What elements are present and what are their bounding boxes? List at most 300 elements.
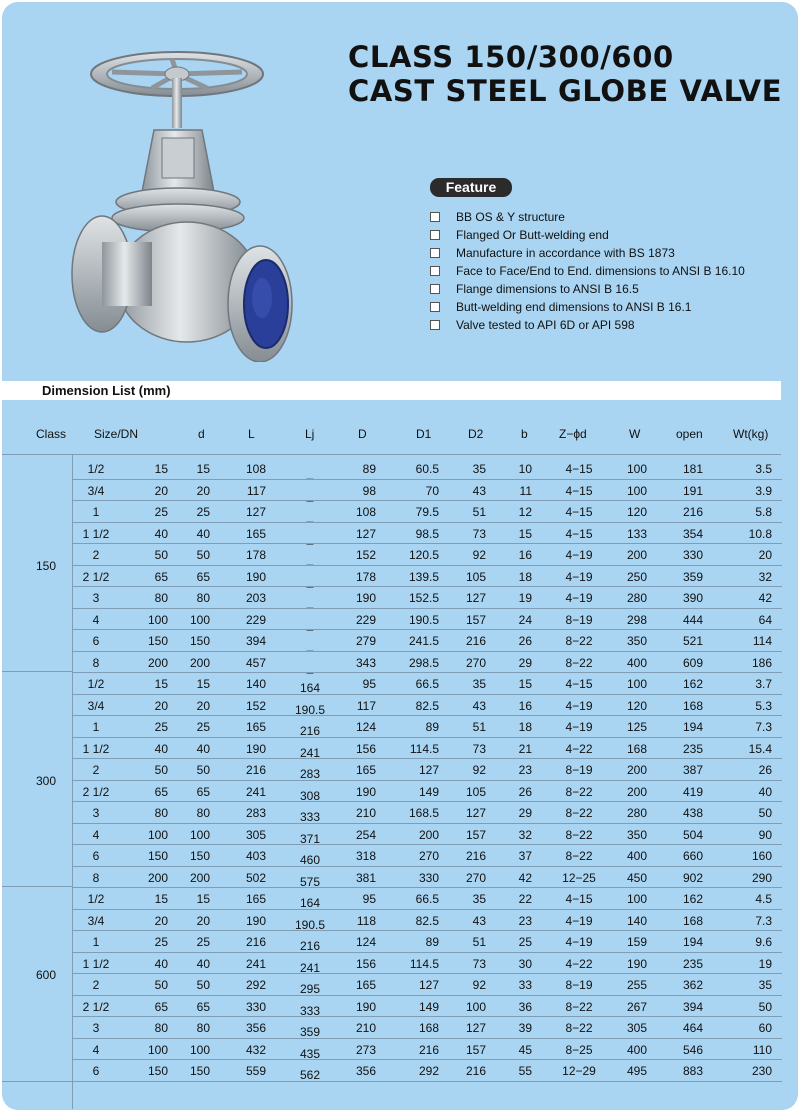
open-cell: 464 <box>682 1021 703 1035</box>
d-outer-cell: 95 <box>362 677 376 691</box>
table-row <box>2 523 798 545</box>
l-cell: 152 <box>245 698 266 713</box>
lj-cell: _ <box>306 595 314 609</box>
d2-cell: 105 <box>465 784 486 799</box>
d-cell: 100 <box>189 827 210 842</box>
w-cell: 200 <box>626 784 647 799</box>
d2-cell: 43 <box>472 913 486 928</box>
dn-cell: 20 <box>154 698 168 713</box>
weight-cell: 160 <box>751 849 772 863</box>
size-cell: 2 1/2 <box>82 999 110 1014</box>
d-outer-cell: 254 <box>355 827 376 842</box>
dn-cell: 25 <box>154 935 168 949</box>
size-cell: 1 1/2 <box>82 956 110 971</box>
header-l: L <box>248 427 255 441</box>
bolt-cell: 4−19 <box>565 913 593 928</box>
lj-cell: 308 <box>299 788 321 803</box>
header-z: Z−ϕd <box>559 427 587 441</box>
d-outer-cell: 210 <box>355 1021 376 1035</box>
dn-cell: 80 <box>154 1021 168 1035</box>
d2-cell: 157 <box>465 1042 486 1057</box>
size-cell: 1/2 <box>87 892 105 906</box>
d-cell: 40 <box>196 741 210 756</box>
lj-cell: 190.5 <box>294 702 326 717</box>
l-cell: 108 <box>245 462 266 476</box>
weight-cell: 3.5 <box>755 462 772 476</box>
d-cell: 50 <box>196 978 210 992</box>
lj-cell: 283 <box>299 767 321 781</box>
lj-cell: _ <box>306 509 314 523</box>
dn-cell: 15 <box>154 892 168 906</box>
lj-cell: 371 <box>299 831 321 846</box>
lj-cell: 295 <box>299 982 321 996</box>
b-cell: 24 <box>518 612 532 627</box>
d-outer-cell: 318 <box>355 849 376 863</box>
bolt-cell: 8−22 <box>565 999 593 1014</box>
open-cell: 194 <box>682 720 703 734</box>
w-cell: 100 <box>626 892 647 906</box>
d1-cell: 60.5 <box>415 462 439 476</box>
dn-cell: 40 <box>154 526 168 541</box>
d-outer-cell: 108 <box>355 505 376 519</box>
d1-cell: 270 <box>418 849 439 863</box>
d-cell: 40 <box>196 526 210 541</box>
w-cell: 168 <box>626 741 647 756</box>
d-cell: 25 <box>196 720 210 734</box>
d-outer-cell: 190 <box>355 999 376 1014</box>
d-cell: 20 <box>196 913 210 928</box>
size-cell: 4 <box>92 827 100 842</box>
dn-cell: 15 <box>154 462 168 476</box>
valve-illustration <box>62 42 302 362</box>
lj-cell: 575 <box>299 874 321 889</box>
w-cell: 280 <box>626 591 647 605</box>
dn-cell: 20 <box>154 913 168 928</box>
d1-cell: 241.5 <box>408 634 439 648</box>
lj-cell: _ <box>306 487 314 502</box>
l-cell: 394 <box>245 634 266 648</box>
d-cell: 50 <box>196 548 210 562</box>
lj-cell: 460 <box>299 853 321 867</box>
b-cell: 39 <box>518 1021 532 1035</box>
bolt-cell: 8−22 <box>565 634 593 648</box>
b-cell: 18 <box>518 720 532 734</box>
dn-cell: 65 <box>154 784 168 799</box>
w-cell: 133 <box>626 526 647 541</box>
feature-item <box>430 244 745 262</box>
dn-cell: 65 <box>154 999 168 1014</box>
l-cell: 305 <box>245 827 266 842</box>
bolt-cell: 8−22 <box>565 827 593 842</box>
dn-cell: 50 <box>154 763 168 777</box>
open-cell: 330 <box>682 548 703 562</box>
l-cell: 241 <box>245 784 266 799</box>
b-cell: 21 <box>518 741 532 756</box>
feature-text: Valve tested to API 6D or API 598 <box>456 318 635 332</box>
l-cell: 216 <box>245 935 266 949</box>
d-cell: 20 <box>196 483 210 498</box>
dn-cell: 25 <box>154 720 168 734</box>
table-row <box>2 781 798 803</box>
open-cell: 883 <box>682 1064 703 1078</box>
size-cell: 3 <box>92 1021 100 1035</box>
feature-item <box>430 208 745 226</box>
d1-cell: 200 <box>418 827 439 842</box>
l-cell: 283 <box>245 806 266 820</box>
dn-cell: 40 <box>154 741 168 756</box>
l-cell: 403 <box>245 849 266 863</box>
w-cell: 120 <box>626 698 647 713</box>
weight-cell: 9.6 <box>755 935 772 949</box>
l-cell: 502 <box>245 870 266 885</box>
header-d2: D2 <box>468 427 484 441</box>
feature-badge: Feature <box>430 178 512 197</box>
d1-cell: 127 <box>418 763 439 777</box>
catalog-page <box>2 2 798 1110</box>
b-cell: 23 <box>518 913 532 928</box>
bolt-cell: 4−19 <box>565 720 593 734</box>
dn-cell: 150 <box>147 634 168 648</box>
d1-cell: 168 <box>418 1021 439 1035</box>
size-cell: 2 1/2 <box>82 569 110 584</box>
class-label-600: 600 <box>36 968 57 982</box>
b-cell: 26 <box>518 634 532 648</box>
d1-cell: 120.5 <box>408 548 439 562</box>
header-d1: D1 <box>416 427 432 441</box>
table-row <box>2 587 798 609</box>
b-cell: 19 <box>518 591 532 605</box>
d-outer-cell: 95 <box>362 892 376 906</box>
lj-cell: _ <box>306 552 314 566</box>
l-cell: 457 <box>245 655 266 670</box>
b-cell: 42 <box>518 870 532 885</box>
b-cell: 32 <box>518 827 532 842</box>
d2-cell: 35 <box>472 462 486 476</box>
lj-cell: _ <box>306 530 314 545</box>
feature-item <box>430 316 745 334</box>
dn-cell: 200 <box>147 655 168 670</box>
table-row <box>2 673 798 695</box>
weight-cell: 3.7 <box>755 677 772 691</box>
weight-cell: 114 <box>752 634 772 648</box>
w-cell: 450 <box>626 870 647 885</box>
lj-cell: 216 <box>299 939 321 953</box>
w-cell: 100 <box>626 483 647 498</box>
d-outer-cell: 190 <box>355 591 376 605</box>
d1-cell: 298.5 <box>408 655 439 670</box>
bolt-cell: 4−15 <box>565 483 593 498</box>
weight-cell: 50 <box>758 806 772 820</box>
d-outer-cell: 124 <box>355 935 376 949</box>
weight-cell: 32 <box>758 569 772 584</box>
lj-cell: 359 <box>299 1025 321 1039</box>
header-b: b <box>521 427 528 441</box>
d1-cell: 89 <box>425 720 439 734</box>
size-cell: 1 1/2 <box>82 741 110 756</box>
d-cell: 25 <box>196 935 210 949</box>
d-cell: 150 <box>189 634 210 648</box>
d-outer-cell: 165 <box>355 978 376 992</box>
weight-cell: 26 <box>758 763 772 777</box>
feature-item <box>430 262 745 280</box>
d-cell: 100 <box>189 1042 210 1057</box>
dn-cell: 150 <box>147 1064 168 1078</box>
open-cell: 394 <box>682 999 703 1014</box>
d2-cell: 216 <box>465 849 486 863</box>
d-outer-cell: 152 <box>355 548 376 562</box>
d-outer-cell: 89 <box>362 462 376 476</box>
class-label-150: 150 <box>36 559 57 573</box>
open-cell: 660 <box>682 849 703 863</box>
dimension-table-body <box>2 458 798 1082</box>
d-outer-cell: 124 <box>355 720 376 734</box>
bolt-cell: 8−22 <box>565 784 593 799</box>
lj-cell: 435 <box>299 1046 321 1061</box>
d-outer-cell: 118 <box>356 913 376 928</box>
bolt-cell: 4−15 <box>565 677 593 691</box>
d2-cell: 51 <box>472 935 486 949</box>
w-cell: 280 <box>626 806 647 820</box>
w-cell: 350 <box>626 634 647 648</box>
open-cell: 191 <box>682 483 703 498</box>
checkbox-icon <box>430 212 440 222</box>
dn-cell: 200 <box>147 870 168 885</box>
d2-cell: 127 <box>465 591 486 605</box>
l-cell: 190 <box>245 569 266 584</box>
bolt-cell: 8−19 <box>565 612 593 627</box>
d2-cell: 127 <box>465 806 486 820</box>
b-cell: 16 <box>518 698 532 713</box>
open-cell: 216 <box>682 505 703 519</box>
title-line-1: CLASS 150/300/600 <box>348 40 674 74</box>
checkbox-icon <box>430 284 440 294</box>
d-outer-cell: 178 <box>355 569 376 584</box>
table-top-rule <box>2 454 781 455</box>
d1-cell: 82.5 <box>415 698 439 713</box>
weight-cell: 230 <box>751 1064 772 1078</box>
size-cell: 3 <box>92 591 100 605</box>
table-row <box>2 501 798 523</box>
table-row <box>2 458 798 480</box>
weight-cell: 7.3 <box>755 720 772 734</box>
open-cell: 359 <box>682 569 703 584</box>
weight-cell: 60 <box>758 1021 772 1035</box>
d-cell: 80 <box>196 1021 210 1035</box>
d-cell: 15 <box>196 462 210 476</box>
b-cell: 29 <box>518 806 532 820</box>
d-cell: 25 <box>196 505 210 519</box>
bolt-cell: 8−25 <box>565 1042 593 1057</box>
b-cell: 37 <box>518 849 532 863</box>
b-cell: 16 <box>518 548 532 562</box>
b-cell: 30 <box>518 956 532 971</box>
feature-text: BB OS & Y structure <box>456 210 565 224</box>
bolt-cell: 4−19 <box>565 591 593 605</box>
open-cell: 354 <box>682 526 703 541</box>
w-cell: 250 <box>626 569 647 584</box>
lj-cell: 562 <box>299 1068 321 1082</box>
checkbox-icon <box>430 302 440 312</box>
d2-cell: 43 <box>472 483 486 498</box>
d-outer-cell: 343 <box>355 655 376 670</box>
size-cell: 8 <box>92 655 100 670</box>
open-cell: 521 <box>682 634 703 648</box>
d1-cell: 190.5 <box>408 612 439 627</box>
size-cell: 1 <box>92 935 100 949</box>
d-outer-cell: 165 <box>355 763 376 777</box>
table-row <box>2 738 798 760</box>
d2-cell: 157 <box>465 612 486 627</box>
title-line-2: CAST STEEL GLOBE VALVE <box>348 74 783 108</box>
d1-cell: 292 <box>418 1064 439 1078</box>
bolt-cell: 4−22 <box>565 741 593 756</box>
table-row <box>2 480 798 502</box>
dimension-list-banner <box>2 381 781 400</box>
feature-text: Flange dimensions to ANSI B 16.5 <box>456 282 639 296</box>
weight-cell: 110 <box>752 1042 772 1057</box>
b-cell: 36 <box>518 999 532 1014</box>
l-cell: 165 <box>245 720 266 734</box>
d-cell: 100 <box>189 612 210 627</box>
d-outer-cell: 156 <box>355 956 376 971</box>
size-cell: 3/4 <box>87 913 105 928</box>
lj-cell: _ <box>306 638 314 652</box>
w-cell: 255 <box>626 978 647 992</box>
b-cell: 23 <box>518 763 532 777</box>
header-lj: Lj <box>305 427 315 441</box>
w-cell: 200 <box>626 548 647 562</box>
b-cell: 11 <box>519 483 532 498</box>
size-cell: 3 <box>92 806 100 820</box>
d-cell: 40 <box>196 956 210 971</box>
d-outer-cell: 117 <box>356 698 376 713</box>
header-d: d <box>198 427 205 441</box>
d1-cell: 89 <box>425 935 439 949</box>
weight-cell: 7.3 <box>755 913 772 928</box>
d-outer-cell: 210 <box>355 806 376 820</box>
lj-cell: 190.5 <box>294 917 326 932</box>
bolt-cell: 4−15 <box>565 505 593 519</box>
d-cell: 65 <box>196 784 210 799</box>
w-cell: 159 <box>626 935 647 949</box>
b-cell: 22 <box>518 892 532 906</box>
open-cell: 235 <box>682 956 703 971</box>
d2-cell: 157 <box>465 827 486 842</box>
d-cell: 50 <box>196 763 210 777</box>
size-cell: 6 <box>92 849 100 863</box>
d2-cell: 73 <box>472 956 486 971</box>
lj-cell: _ <box>306 466 314 480</box>
open-cell: 419 <box>682 784 703 799</box>
weight-cell: 42 <box>758 591 772 605</box>
open-cell: 362 <box>682 978 703 992</box>
d2-cell: 73 <box>472 526 486 541</box>
b-cell: 12 <box>518 505 532 519</box>
l-cell: 356 <box>245 1021 266 1035</box>
d2-cell: 105 <box>465 569 486 584</box>
globe-valve-photo <box>62 42 302 362</box>
l-cell: 117 <box>246 483 266 498</box>
open-cell: 194 <box>682 935 703 949</box>
bolt-cell: 4−19 <box>565 698 593 713</box>
w-cell: 120 <box>626 505 647 519</box>
open-cell: 609 <box>682 655 703 670</box>
w-cell: 100 <box>626 677 647 691</box>
lj-cell: _ <box>306 659 314 674</box>
feature-text: Manufacture in accordance with BS 1873 <box>456 246 675 260</box>
open-cell: 438 <box>682 806 703 820</box>
header-class: Class <box>36 427 67 441</box>
w-cell: 305 <box>626 1021 647 1035</box>
feature-text: Flanged Or Butt-welding end <box>456 228 609 242</box>
size-cell: 4 <box>92 1042 100 1057</box>
d2-cell: 35 <box>472 677 486 691</box>
dn-cell: 15 <box>154 677 168 691</box>
table-row <box>2 630 798 652</box>
l-cell: 229 <box>245 612 266 627</box>
checkbox-icon <box>430 230 440 240</box>
w-cell: 350 <box>626 827 647 842</box>
b-cell: 33 <box>518 978 532 992</box>
size-cell: 2 <box>92 763 100 777</box>
d1-cell: 114.5 <box>409 956 439 971</box>
l-cell: 559 <box>245 1064 266 1078</box>
size-cell: 2 <box>92 978 100 992</box>
open-cell: 168 <box>682 698 703 713</box>
l-cell: 241 <box>245 956 266 971</box>
size-cell: 1 <box>92 720 100 734</box>
size-cell: 6 <box>92 1064 100 1078</box>
d2-cell: 51 <box>472 720 486 734</box>
dimension-list-title: Dimension List (mm) <box>42 383 171 398</box>
weight-cell: 40 <box>758 784 772 799</box>
b-cell: 29 <box>518 655 532 670</box>
d2-cell: 92 <box>472 978 486 992</box>
d-cell: 65 <box>196 999 210 1014</box>
lj-cell: 333 <box>299 810 321 824</box>
weight-cell: 90 <box>758 827 772 842</box>
table-row <box>2 716 798 738</box>
feature-item <box>430 298 745 316</box>
weight-cell: 35 <box>758 978 772 992</box>
table-row <box>2 845 798 867</box>
d1-cell: 149 <box>418 784 439 799</box>
d-outer-cell: 273 <box>355 1042 376 1057</box>
bolt-cell: 8−19 <box>565 763 593 777</box>
dn-cell: 150 <box>147 849 168 863</box>
d2-cell: 216 <box>465 1064 486 1078</box>
open-cell: 387 <box>682 763 703 777</box>
table-row <box>2 888 798 910</box>
checkbox-icon <box>430 266 440 276</box>
size-cell: 1/2 <box>87 462 105 476</box>
weight-cell: 20 <box>758 548 772 562</box>
table-row <box>2 953 798 975</box>
table-row <box>2 996 798 1018</box>
d1-cell: 127 <box>418 978 439 992</box>
l-cell: 432 <box>245 1042 266 1057</box>
w-cell: 100 <box>626 462 647 476</box>
open-cell: 546 <box>682 1042 703 1057</box>
d1-cell: 70 <box>425 483 439 498</box>
open-cell: 181 <box>682 462 703 476</box>
size-cell: 1/2 <box>87 677 105 691</box>
lj-cell: 216 <box>299 724 321 738</box>
d-cell: 200 <box>189 870 210 885</box>
dn-cell: 65 <box>154 569 168 584</box>
d-outer-cell: 98 <box>362 483 376 498</box>
l-cell: 292 <box>245 978 266 992</box>
